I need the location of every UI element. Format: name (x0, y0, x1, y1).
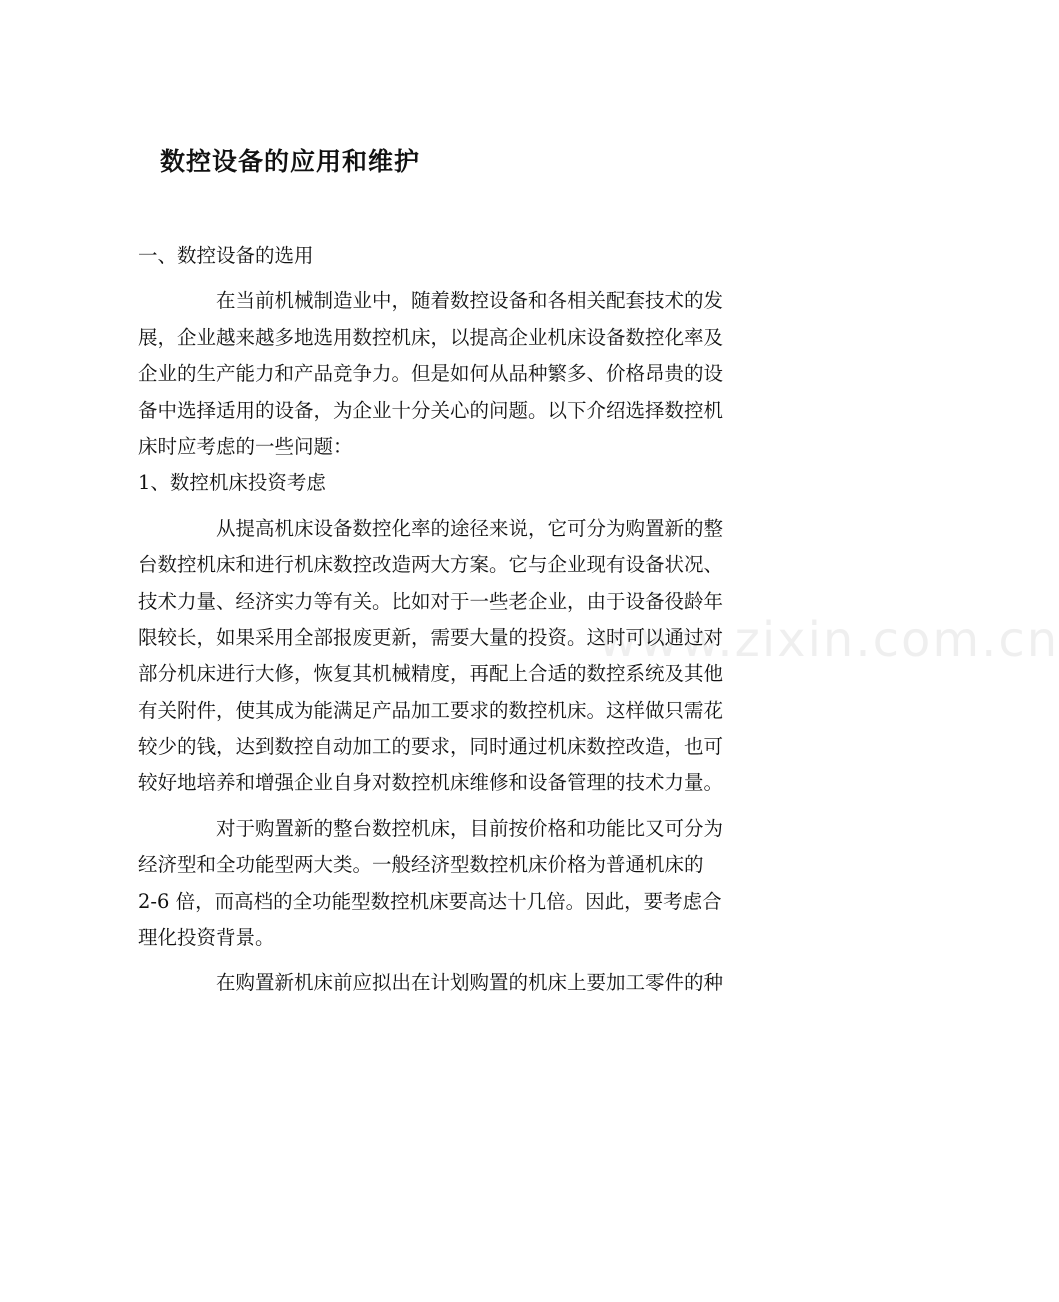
paragraph-line: 对于购置新的整台数控机床，目前按价格和功能比又可分为 (216, 816, 724, 840)
watermark: www.zixin.com.cn (598, 612, 1059, 668)
paragraph-line: 从提高机床设备数控化率的途径来说，它可分为购置新的整 (216, 516, 724, 540)
paragraph-line: 展，企业越来越多地选用数控机床，以提高企业机床设备数控化率及 (138, 325, 724, 349)
section-heading: 一、数控设备的选用 (138, 244, 314, 267)
paragraph-line: 台数控机床和进行机床数控改造两大方案。它与企业现有设备状况、 (138, 553, 724, 577)
paragraph-line: 在当前机械制造业中，随着数控设备和各相关配套技术的发 (216, 289, 724, 313)
paragraph-line: 企业的生产能力和产品竞争力。但是如何从品种繁多、价格昂贵的设 (138, 362, 724, 386)
paragraph-line: 部分机床进行大修，恢复其机械精度，再配上合适的数控系统及其他 (138, 662, 724, 686)
paragraph-line: 限较长，如果采用全部报废更新，需要大量的投资。这时可以通过对 (138, 625, 724, 649)
document-title: 数控设备的应用和维护 (160, 147, 421, 176)
paragraph-line: 有关附件，使其成为能满足产品加工要求的数控机床。这样做只需花 (138, 698, 724, 722)
paragraph-line: 在购置新机床前应拟出在计划购置的机床上要加工零件的种 (216, 971, 724, 995)
paragraph-line: 2-6 倍，而高档的全功能型数控机床要高达十几倍。因此，要考虑合 (138, 889, 722, 913)
paragraph-line: 经济型和全功能型两大类。一般经济型数控机床价格为普通机床的 (138, 853, 704, 877)
paragraph-line: 较少的钱，达到数控自动加工的要求，同时通过机床数控改造，也可 (138, 735, 724, 759)
paragraph-line: 床时应考虑的一些问题： (138, 434, 353, 458)
subsection-heading: 1、数控机床投资考虑 (138, 471, 326, 495)
document-body (138, 238, 784, 1002)
paragraph-line: 较好地培养和增强企业自身对数控机床维修和设备管理的技术力量。 (138, 771, 724, 795)
paragraph-line: 理化投资背景。 (138, 926, 275, 950)
paragraph-line: 备中选择适用的设备，为企业十分关心的问题。以下介绍选择数控机 (138, 398, 724, 422)
paragraph-line: 技术力量、经济实力等有关。比如对于一些老企业，由于设备役龄年 (138, 589, 724, 613)
